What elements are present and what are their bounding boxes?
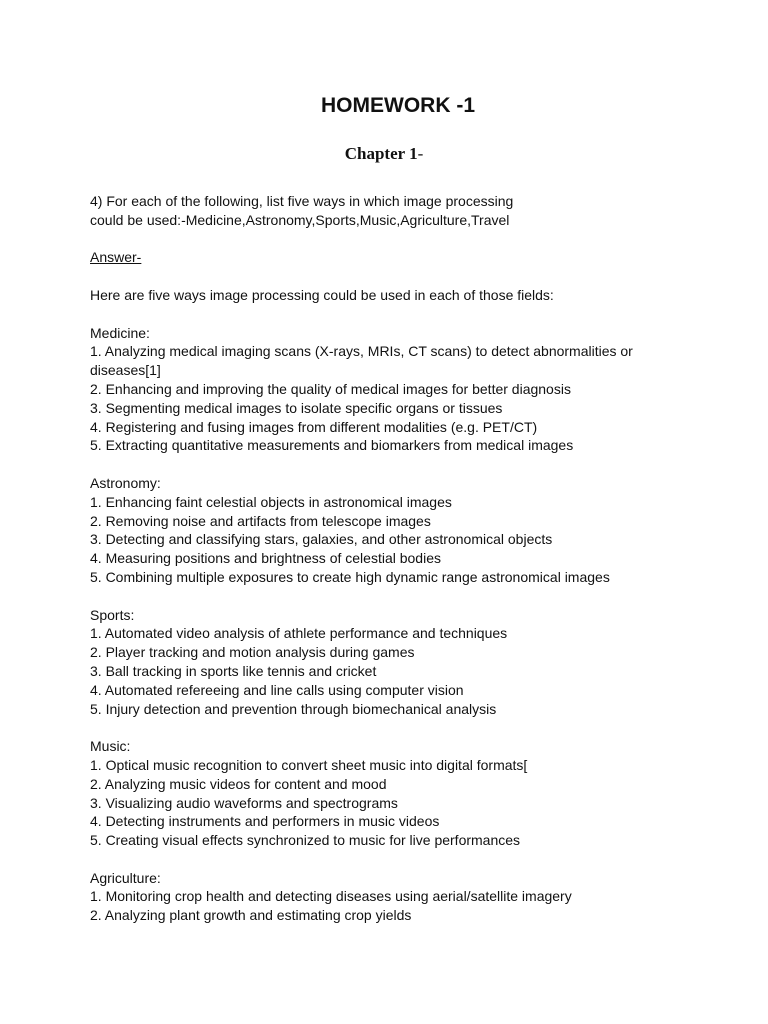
spacer	[90, 718, 710, 737]
section-heading: Agriculture:	[90, 869, 161, 886]
section-astronomy	[90, 474, 710, 606]
list-item: 5. Creating visual effects synchronized to music for live performances	[90, 832, 521, 849]
list-item: 5. Extracting quantitative measurements and biomarkers from medical images	[90, 437, 574, 454]
answer-sections	[90, 324, 710, 926]
list-item: 2. Removing noise and artifacts from telescope images	[90, 512, 431, 529]
section-heading: Sports:	[90, 606, 135, 623]
chapter-suffix: -	[417, 144, 424, 163]
list-item: 2. Player tracking and motion analysis during games	[90, 644, 415, 661]
list-item: 5. Injury detection and prevention through biomechanical analysis	[90, 700, 497, 717]
spacer	[90, 455, 710, 474]
answer-label: Answer-	[90, 249, 142, 266]
spacer	[90, 230, 710, 249]
section-sports	[90, 606, 710, 738]
question-line-1: 4) For each of the following, list five ways in which image processing	[90, 193, 514, 209]
document-body	[90, 192, 710, 925]
spacer	[90, 267, 710, 286]
list-item: 1. Analyzing medical imaging scans (X-rays, MRIs, CT scans) to detect abnormalities or	[90, 343, 633, 360]
chapter-heading	[0, 144, 768, 164]
section-agriculture	[90, 869, 710, 925]
section-heading: Medicine:	[90, 324, 150, 341]
list-item: 4. Detecting instruments and performers in music videos	[90, 813, 440, 830]
list-item: 1. Enhancing faint celestial objects in astronomical images	[90, 493, 452, 510]
list-item: 3. Segmenting medical images to isolate specific organs or tissues	[90, 399, 503, 416]
list-item: 2. Enhancing and improving the quality of medical images for better diagnosis	[90, 380, 571, 397]
intro-text: Here are five ways image processing could be used in each of those fields:	[90, 286, 554, 303]
list-item: 3. Detecting and classifying stars, galaxies, and other astronomical objects	[90, 531, 553, 548]
spacer	[90, 305, 710, 324]
list-item: 5. Combining multiple exposures to create high dynamic range astronomical images	[90, 568, 610, 585]
section-music	[90, 737, 710, 869]
section-medicine	[90, 324, 710, 474]
list-item: 2. Analyzing plant growth and estimating crop yields	[90, 907, 412, 924]
list-item: 1. Automated video analysis of athlete performance and techniques	[90, 625, 508, 642]
list-item: 4. Registering and fusing images from different modalities (e.g. PET/CT)	[90, 418, 538, 435]
list-item: 1. Monitoring crop health and detecting diseases using aerial/satellite imagery	[90, 888, 572, 905]
chapter-label: Chapter 1	[344, 144, 418, 163]
spacer	[90, 587, 710, 606]
list-item: 1. Optical music recognition to convert sheet music into digital formats[	[90, 756, 528, 773]
list-item: diseases[1]	[90, 362, 161, 379]
list-item: 4. Automated refereeing and line calls using computer vision	[90, 681, 464, 698]
list-item: 3. Ball tracking in sports like tennis and cricket	[90, 662, 377, 679]
list-item: 3. Visualizing audio waveforms and spectrograms	[90, 794, 398, 811]
list-item: 2. Analyzing music videos for content and mood	[90, 775, 387, 792]
list-item: 4. Measuring positions and brightness of celestial bodies	[90, 550, 441, 567]
page-title: HOMEWORK -1	[321, 94, 475, 117]
section-heading: Music:	[90, 738, 131, 755]
spacer	[90, 850, 710, 869]
section-heading: Astronomy:	[90, 474, 161, 491]
question-line-2: could be used:-Medicine,Astronomy,Sports,Music,Agriculture,Travel	[90, 211, 510, 228]
